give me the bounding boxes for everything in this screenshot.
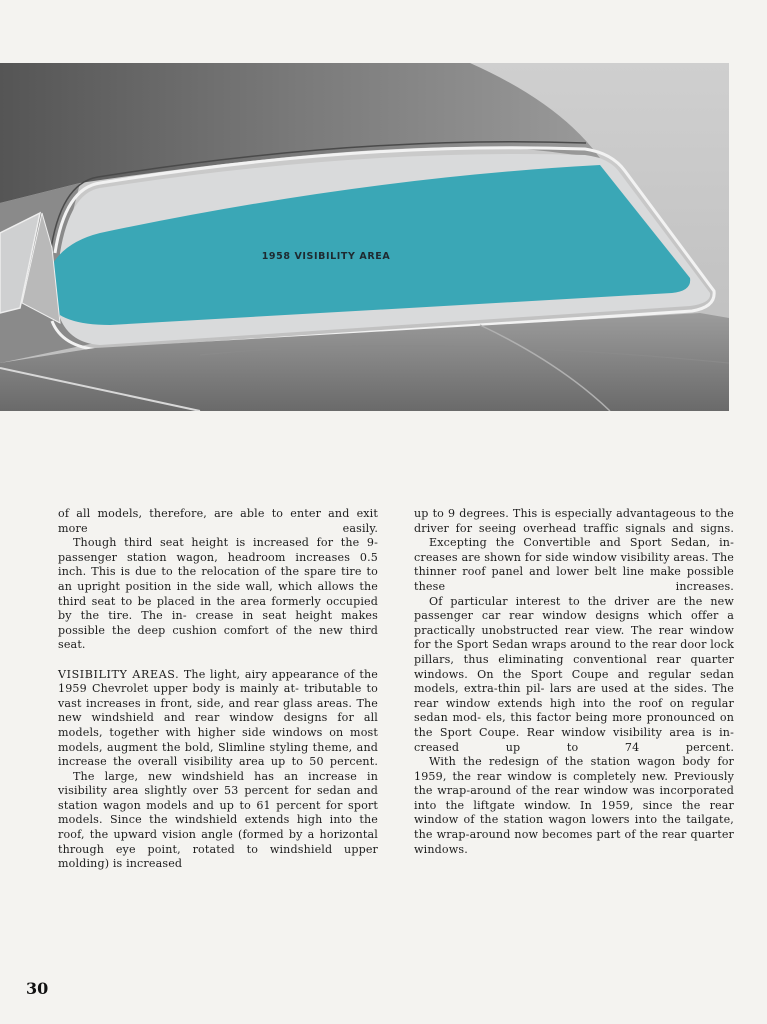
- page-number: 30: [26, 979, 49, 998]
- left-text-column: [58, 507, 378, 872]
- paragraph: The large, new windshield has an increase in visibility area slightly over 53 percent for sedan and station wagon models and up to 61 percent for sport models. Since the windshield extends high into the roof, the upward vision angle (formed by a horizontal through eye point, rotated to windshield upper molding) is increased: [58, 769, 378, 871]
- paragraph: Excepting the Convertible and Sport Sedan, in- creases are shown for side window visibility areas. The thinner roof panel and lower belt line make possible these increases.: [414, 536, 734, 593]
- paragraph: Though third seat height is increased for the 9-passenger station wagon, headroom increases 0.5 inch. This is due to the relocation of the spare tire to an upright position in the side wall, which allows the third seat to be placed in the area formerly occupied by the tire. The in- crease in seat height makes possible the deep cushion comfort of the new third seat.: [58, 536, 378, 652]
- paragraph: of all models, therefore, are able to enter and exit more easily.: [58, 507, 378, 535]
- right-text-column: [414, 507, 734, 857]
- paragraph: up to 9 degrees. This is especially advantageous to the driver for seeing overhead traffic signals and signs.: [414, 507, 734, 535]
- visibility-area-label: 1958 VISIBILITY AREA: [261, 251, 391, 262]
- paragraph-body: The light, airy appearance of the 1959 Chevrolet upper body is mainly at- tributable to vast increases in front, side, and rear glass areas. The new windshield and rear window designs for all models, together with higher side windows on most models, augment the bold, Slimline styling theme, and increase the overall visibility area up to 50 percent.: [58, 667, 378, 769]
- paragraph: Of particular interest to the driver are the new passenger car rear window designs which offer a practically unobstructed rear view. The rear window for the Sport Sedan wraps around to the rear door lock pillars, thus eliminating conventional rear quarter windows. On the Sport Coupe and regular sedan models, extra-thin pil- lars are used at the sides. The rear window extends high into the roof on regular sedan mod- els, this factor being more pronounced on the Sport Coupe. Rear window visibility area is in- creased up to 74 percent.: [414, 594, 734, 754]
- section-heading: VISIBILITY AREAS.: [58, 667, 180, 681]
- rear-window-illustration: [0, 63, 729, 411]
- paragraph: [58, 668, 378, 770]
- paragraph: With the redesign of the station wagon body for 1959, the rear window is completely new. Previously the wrap-around of the rear window was incorporated into the liftgate window. In 1959, since the rear window of the station wagon lowers into the tailgate, the wrap-around now becomes part of the rear quarter windows.: [414, 755, 734, 856]
